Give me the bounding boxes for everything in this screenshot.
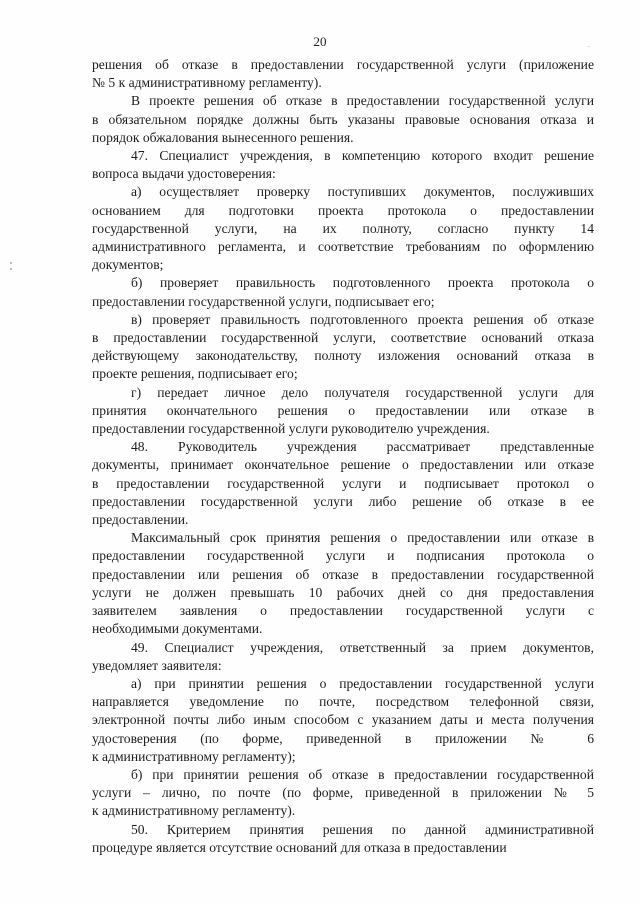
document-body	[92, 56, 594, 857]
text-line: действующему законодательству, полноту изложения оснований отказа в	[92, 348, 594, 364]
text-line: предоставлении государственной услуги либо решение об отказе в ее	[92, 493, 594, 509]
corner-mark: .	[588, 40, 590, 49]
text-line: решения об отказе в предоставлении государственной услуги (приложение	[92, 57, 594, 72]
margin-speck	[10, 268, 12, 270]
text-line: уведомляет заявителя:	[92, 657, 222, 673]
text-line: в обязательном порядке должны быть указаны правовые основания отказа и	[92, 111, 594, 127]
text-line: в) проверяет правильность подготовленного проекта решения об отказе	[131, 311, 594, 327]
margin-speck	[10, 262, 12, 264]
text-line: 49. Специалист учреждения, ответственный за прием документов,	[131, 639, 594, 655]
text-line: г) передает личное дело получателя государственной услуги для	[131, 384, 594, 400]
text-line: вопроса выдачи удостоверения:	[92, 166, 276, 182]
text-line: к административному регламенту).	[92, 803, 296, 819]
text-line: в предоставлении государственной услуги, соответствие оснований отказа	[92, 330, 594, 346]
text-line: 48. Руководитель учреждения рассматривает представленные	[131, 439, 594, 455]
text-line: предоставлении или решения об отказе в предоставлении государственной	[92, 566, 594, 582]
text-line: принятия окончательного решения о предоставлении или отказе в	[92, 402, 594, 418]
text-line: а) при принятии решения о предоставлении государственной услуги	[131, 675, 594, 691]
text-line: направляется уведомление по почте, посредством телефонной связи,	[92, 694, 594, 710]
text-line: административного регламента, и соответствие требованиям по оформлению	[92, 239, 594, 255]
text-line: в предоставлении государственной услуги и подписывает протокол о	[92, 475, 594, 491]
text-line: 47. Специалист учреждения, в компетенцию которого входит решение	[131, 148, 594, 164]
text-line: необходимыми документами.	[92, 621, 263, 637]
text-line: б) при принятии решения об отказе в предоставлении государственной	[131, 766, 594, 782]
text-line: б) проверяет правильность подготовленного проекта протокола о	[131, 275, 594, 291]
text-line: документы, принимает окончательное решение о предоставлении или отказе	[92, 457, 594, 473]
text-line: В проекте решения об отказе в предоставлении государственной услуги	[131, 93, 594, 109]
text-line: порядок обжалования вынесенного решения.	[92, 129, 354, 145]
text-line: заявителем заявления о предоставлении государственной услуги с	[92, 603, 594, 619]
text-line: предоставлении государственной услуги и подписания протокола о	[92, 548, 594, 564]
text-line: удостоверения (по форме, приведенной в приложении № 6	[92, 730, 594, 746]
text-line: проекте решения, подписывает его;	[92, 366, 298, 382]
text-line: 50. Критерием принятия решения по данной административной	[131, 821, 594, 837]
text-line: к административному регламенту);	[92, 748, 296, 764]
text-line: процедуре является отсутствие оснований для отказа в предоставлении	[92, 839, 507, 855]
text-line: предоставлении государственной услуги, подписывает его;	[92, 293, 435, 309]
text-line: государственной услуги, на их полноту, согласно пункту 14	[92, 220, 594, 236]
text-line: а) осуществляет проверку поступивших документов, послуживших	[131, 184, 594, 200]
text-line: основанием для подготовки проекта протокола о предоставлении	[92, 202, 594, 218]
page-number: 20	[313, 34, 327, 49]
text-line: предоставлении государственной услуги руководителю учреждения.	[92, 421, 490, 437]
text-line: Максимальный срок принятия решения о предоставлении или отказе в	[131, 530, 594, 546]
text-line: электронной почты либо иным способом с указанием даты и места получения	[92, 712, 594, 728]
text-line: предоставлении.	[92, 512, 189, 528]
text-line: № 5 к административному регламенту).	[92, 75, 322, 91]
text-line: услуги не должен превышать 10 рабочих дней со дня предоставления	[92, 584, 594, 600]
text-line: документов;	[92, 257, 164, 273]
text-line: услуги – лично, по почте (по форме, приведенной в приложении № 5	[92, 785, 594, 801]
